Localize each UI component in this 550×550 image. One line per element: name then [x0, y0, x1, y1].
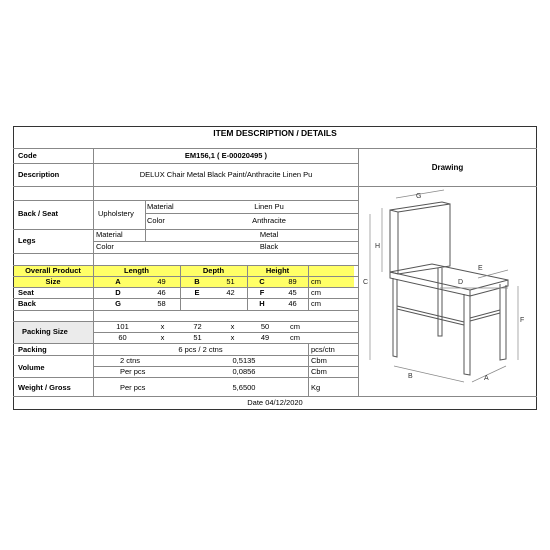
- code-value: EM156,1 ( E-00020495 ): [184, 151, 268, 160]
- back-length-value: 58: [157, 299, 166, 308]
- weight-per-label: Per pcs: [120, 383, 146, 392]
- divider: [13, 377, 358, 378]
- seat-unit: cm: [311, 288, 321, 297]
- size-label-line1: Overall Product: [25, 266, 81, 275]
- overall-length-letter: A: [115, 277, 121, 286]
- back-height-value: 46: [288, 299, 297, 308]
- date-text: Date 04/12/2020: [247, 398, 303, 407]
- seat-height-letter: F: [259, 288, 265, 297]
- description-value: DELUX Chair Metal Black Paint/Anthracite Linen Pu: [139, 170, 313, 179]
- back-seat-material-value: Linen Pu: [254, 202, 284, 211]
- upholstery-label: Upholstery: [98, 209, 134, 218]
- volume-r2-value: 0,0856: [232, 367, 256, 376]
- drawing-letter-f: F: [520, 317, 525, 324]
- code-label: Code: [18, 151, 37, 160]
- packing-size-r1-unit: cm: [290, 322, 300, 331]
- divider: [308, 265, 309, 310]
- legs-label: Legs: [18, 236, 36, 245]
- packing-size-r2-unit: cm: [290, 333, 300, 342]
- seat-length-value: 46: [157, 288, 166, 297]
- divider: [13, 163, 358, 164]
- legs-material-value: Metal: [259, 230, 279, 239]
- packing-value: 6 pcs / 2 ctns: [178, 345, 223, 354]
- overall-unit: cm: [311, 277, 321, 286]
- volume-r2-unit: Cbm: [311, 367, 327, 376]
- divider: [13, 396, 537, 397]
- divider: [13, 200, 358, 201]
- back-unit: cm: [311, 299, 321, 308]
- volume-r2-label: Per pcs: [120, 367, 146, 376]
- back-seat-color-label: Color: [147, 216, 165, 225]
- packing-size-r2-c: 49: [260, 333, 270, 342]
- back-label: Back: [18, 299, 36, 308]
- back-seat-material-label: Material: [147, 202, 174, 211]
- overall-depth-letter: B: [194, 277, 200, 286]
- back-seat-color-value: Anthracite: [252, 216, 286, 225]
- packing-size-r2-a: 60: [118, 333, 127, 342]
- seat-label: Seat: [18, 288, 34, 297]
- length-header: Length: [124, 266, 149, 275]
- weight-value: 5,6500: [232, 383, 256, 392]
- legs-material-label: Material: [96, 230, 123, 239]
- divider: [13, 253, 358, 254]
- legs-color-value: Black: [259, 242, 279, 251]
- overall-length-value: 49: [157, 277, 166, 286]
- drawing-letter-c: C: [363, 279, 369, 286]
- chair-drawing: [360, 186, 530, 386]
- packing-size-r1-a: 101: [116, 322, 129, 331]
- packing-size-r1-x1: x: [160, 322, 165, 331]
- drawing-label: Drawing: [431, 163, 464, 172]
- drawing-letter-g: G: [416, 193, 422, 200]
- overall-depth-value: 51: [226, 277, 235, 286]
- packing-size-label: Packing Size: [22, 327, 68, 336]
- drawing-letter-b: B: [408, 373, 413, 380]
- overall-height-value: 89: [288, 277, 297, 286]
- packing-size-r2-x1: x: [160, 333, 165, 342]
- seat-depth-value: 42: [226, 288, 235, 297]
- depth-header: Depth: [202, 266, 225, 275]
- volume-r1-value: 0,5135: [232, 356, 256, 365]
- divider: [308, 343, 309, 396]
- drawing-letter-h: H: [375, 243, 381, 250]
- divider: [13, 148, 537, 149]
- back-length-letter: G: [115, 299, 121, 308]
- volume-r1-unit: Cbm: [311, 356, 327, 365]
- seat-length-letter: D: [115, 288, 121, 297]
- page-title: ITEM DESCRIPTION / DETAILS: [213, 128, 337, 138]
- drawing-letter-a: A: [484, 375, 489, 382]
- back-height-letter: H: [259, 299, 265, 308]
- back-seat-label: Back / Seat: [18, 209, 59, 218]
- divider: [145, 200, 146, 241]
- packing-label: Packing: [18, 345, 47, 354]
- packing-size-r2-x2: x: [230, 333, 235, 342]
- description-label: Description: [18, 170, 60, 179]
- height-header: Height: [265, 266, 290, 275]
- volume-label: Volume: [18, 363, 45, 372]
- legs-color-label: Color: [96, 242, 114, 251]
- drawing-letter-d: D: [458, 279, 464, 286]
- packing-size-r2-b: 51: [193, 333, 202, 342]
- packing-size-r1-b: 72: [193, 322, 202, 331]
- packing-size-r1-c: 50: [260, 322, 270, 331]
- overall-height-letter: C: [259, 277, 265, 286]
- drawing-letter-e: E: [478, 265, 483, 272]
- divider: [358, 148, 359, 396]
- seat-height-value: 45: [288, 288, 297, 297]
- divider: [145, 213, 358, 214]
- divider: [13, 310, 358, 311]
- divider: [13, 343, 358, 344]
- weight-unit: Kg: [311, 383, 321, 392]
- seat-depth-letter: E: [194, 288, 200, 297]
- packing-size-r1-x2: x: [230, 322, 235, 331]
- weight-label: Weight / Gross: [18, 383, 71, 392]
- volume-r1-label: 2 ctns: [120, 356, 141, 365]
- size-label-line2: Size: [45, 277, 61, 286]
- packing-unit: pcs/ctn: [311, 345, 335, 354]
